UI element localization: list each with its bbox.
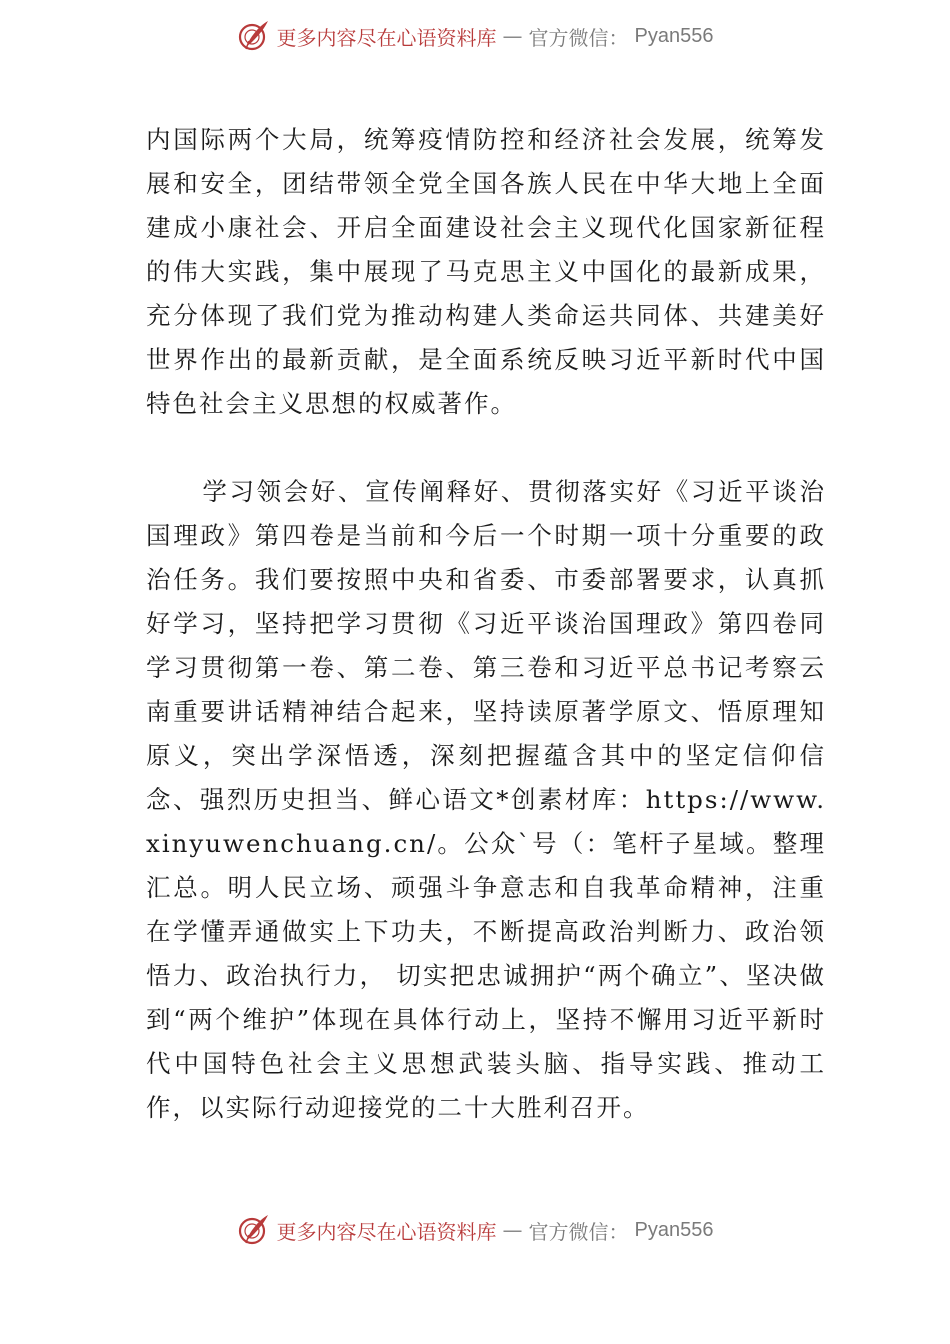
footer-banner	[0, 1210, 950, 1250]
document-body	[146, 118, 826, 1130]
footer-dash: —	[502, 1218, 523, 1242]
footer-wechat-id: Pyan556	[634, 1218, 714, 1241]
header-slogan: 更多内容尽在心语资料库	[276, 25, 497, 50]
footer-wechat-label: 官方微信：	[528, 1219, 629, 1244]
paragraph-2: 学习领会好、宣传阐释好、贯彻落实好《习近平谈治国理政》第四卷是当前和今后一个时期一项十分重要的政治任务。我们要按照中央和省委、市委部署要求，认真抓好学习，坚持把学习贯彻《习近平谈治国理政》第四卷同学习贯彻第一卷、第二卷、第三卷和习近平总书记考察云南重要讲话精神结合起来，坚持读原著学原文、悟原理知原义，突出学深悟透，深刻把握蕴含其中的坚定信仰信念、强烈历史担当、鲜心语文*创素材库：https://www.xinyuwenchuang.cn/。公众`号（：笔杆子星域。整理汇总。明人民立场、顽强斗争意志和自我革命精神，注重在学懂弄通做实上下功夫，不断提高政治判断力、政治领悟力、政治执行力， 切实把忠诚拥护“两个确立”、坚决做到“两个维护”体现在具体行动上，坚持不懈用习近平新时代中国特色社会主义思想武装头脑、指导实践、推动工作，以实际行动迎接党的二十大胜利召开。	[146, 477, 827, 1122]
header-wechat-label: 官方微信：	[528, 25, 629, 50]
quill-pen-logo-icon	[237, 1213, 271, 1247]
paragraph-1: 内国际两个大局，统筹疫情防控和经济社会发展，统筹发展和安全，团结带领全党全国各族人民在中华大地上全面建成小康社会、开启全面建设社会主义现代化国家新征程的伟大实践，集中展现了马克思主义中国化的最新成果，充分体现了我们党为推动构建人类命运共同体、共建美好世界作出的最新贡献，是全面系统反映习近平新时代中国特色社会主义思想的权威著作。	[146, 125, 826, 418]
footer-slogan: 更多内容尽在心语资料库	[276, 1219, 497, 1244]
header-dash: —	[502, 24, 523, 48]
header-wechat-id: Pyan556	[634, 24, 714, 47]
header-banner	[0, 16, 950, 56]
quill-pen-logo-icon	[237, 19, 271, 53]
